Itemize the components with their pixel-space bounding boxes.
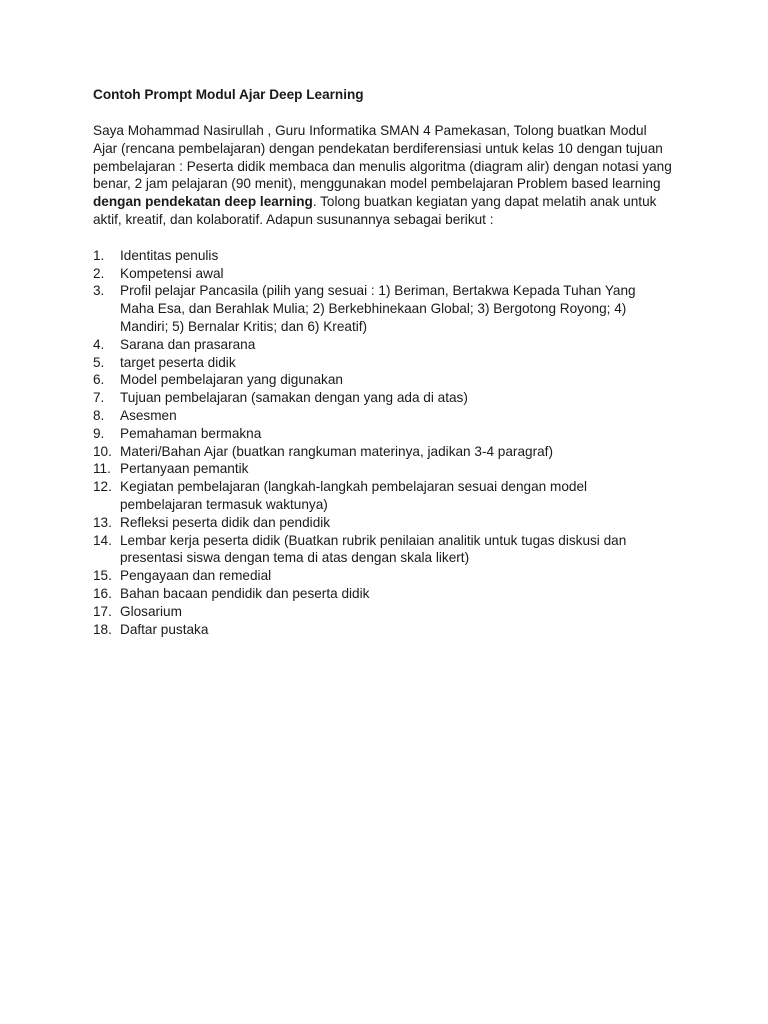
numbered-list: [93, 247, 673, 639]
list-item: [93, 478, 673, 514]
list-item: [93, 425, 673, 443]
list-item: [93, 371, 673, 389]
list-item: [93, 567, 673, 585]
list-item-number: 12.: [93, 479, 112, 495]
list-item-number: 11.: [93, 461, 111, 477]
list-item: [93, 443, 673, 461]
list-item-text: Bahan bacaan pendidik dan peserta didik: [120, 585, 370, 601]
intro-text-part1: Saya Mohammad Nasirullah , Guru Informatika SMAN 4 Pamekasan, Tolong buatkan Modul Ajar (rencana pembelajaran) dengan pendekatan berdiferensiasi untuk kelas 10 dengan tujuan pembelajaran : Peserta didik membaca dan menulis algoritma (diagram alir) dengan notasi yang benar, 2 jam pelajaran (90 menit), menggunakan model pembelajaran Problem based learning: [93, 123, 672, 192]
intro-text-bold: dengan pendekatan deep learning: [93, 194, 313, 210]
list-item-number: 1.: [93, 247, 105, 263]
list-item-number: 7.: [93, 390, 105, 406]
list-item-number: 10.: [93, 443, 112, 459]
list-item-text: Kompetensi awal: [120, 265, 224, 281]
list-item: [93, 247, 673, 265]
list-item: [93, 621, 673, 639]
list-item-text: Tujuan pembelajaran (samakan dengan yang ada di atas): [120, 390, 468, 406]
list-item-number: 9.: [93, 425, 105, 441]
list-item-number: 17.: [93, 603, 112, 619]
list-item-text: Kegiatan pembelajaran (langkah-langkah pembelajaran sesuai dengan model pembelajaran termasuk waktunya): [120, 479, 588, 512]
list-item-text: Lembar kerja peserta didik (Buatkan rubrik penilaian analitik untuk tugas diskusi dan presentasi siswa dengan tema di atas dengan skala likert): [120, 532, 627, 566]
list-item-text: Model pembelajaran yang digunakan: [120, 372, 343, 388]
list-item-number: 16.: [93, 585, 112, 601]
list-item-text: Pemahaman bermakna: [120, 425, 262, 441]
list-item-number: 18.: [93, 621, 112, 637]
document-title: Contoh Prompt Modul Ajar Deep Learning: [93, 87, 364, 102]
list-item-number: 14.: [93, 532, 112, 548]
list-item-text: Identitas penulis: [120, 247, 219, 263]
list-item: [93, 407, 673, 425]
list-item-number: 5.: [93, 354, 105, 370]
list-item-text: Pertanyaan pemantik: [120, 461, 249, 477]
list-item-text: Pengayaan dan remedial: [120, 568, 272, 584]
list-item: [93, 389, 673, 407]
list-item: [93, 265, 673, 283]
list-item-text: Profil pelajar Pancasila (pilih yang sesuai : 1) Beriman, Bertakwa Kepada Tuhan Yang Maha Esa, dan Berahlak Mulia; 2) Berkebhinekaan Global; 3) Bergotong Royong; 4) Mandiri; 5) Bernalar Kritis; dan 6) Kreatif): [120, 283, 636, 334]
list-item-text: Sarana dan prasarana: [120, 336, 256, 352]
document-content: [93, 86, 673, 638]
list-item-number: 3.: [93, 283, 105, 299]
list-item: [93, 603, 673, 621]
list-item: [93, 532, 673, 568]
list-item: [93, 282, 673, 335]
list-item-text: Glosarium: [120, 603, 182, 619]
list-item-number: 8.: [93, 407, 105, 423]
list-item-text: Daftar pustaka: [120, 621, 209, 637]
list-item-text: target peserta didik: [120, 354, 236, 370]
intro-text-part2: . Tolong buatkan kegiatan yang dapat melatih anak untuk aktif, kreatif, dan kolaboratif. Adapun susunannya sebagai berikut :: [93, 194, 657, 227]
list-item: [93, 585, 673, 603]
intro-paragraph: [93, 122, 673, 229]
list-item-number: 15.: [93, 568, 112, 584]
list-item: [93, 354, 673, 372]
list-item: [93, 336, 673, 354]
list-item: [93, 514, 673, 532]
list-item-number: 2.: [93, 265, 105, 281]
list-item-number: 6.: [93, 372, 105, 388]
list-item-text: Refleksi peserta didik dan pendidik: [120, 514, 331, 530]
list-item-text: Asesmen: [120, 407, 177, 423]
list-item-number: 13.: [93, 514, 112, 530]
list-item: [93, 460, 673, 478]
list-item-text: Materi/Bahan Ajar (buatkan rangkuman materinya, jadikan 3-4 paragraf): [120, 443, 553, 459]
list-item-number: 4.: [93, 336, 105, 352]
